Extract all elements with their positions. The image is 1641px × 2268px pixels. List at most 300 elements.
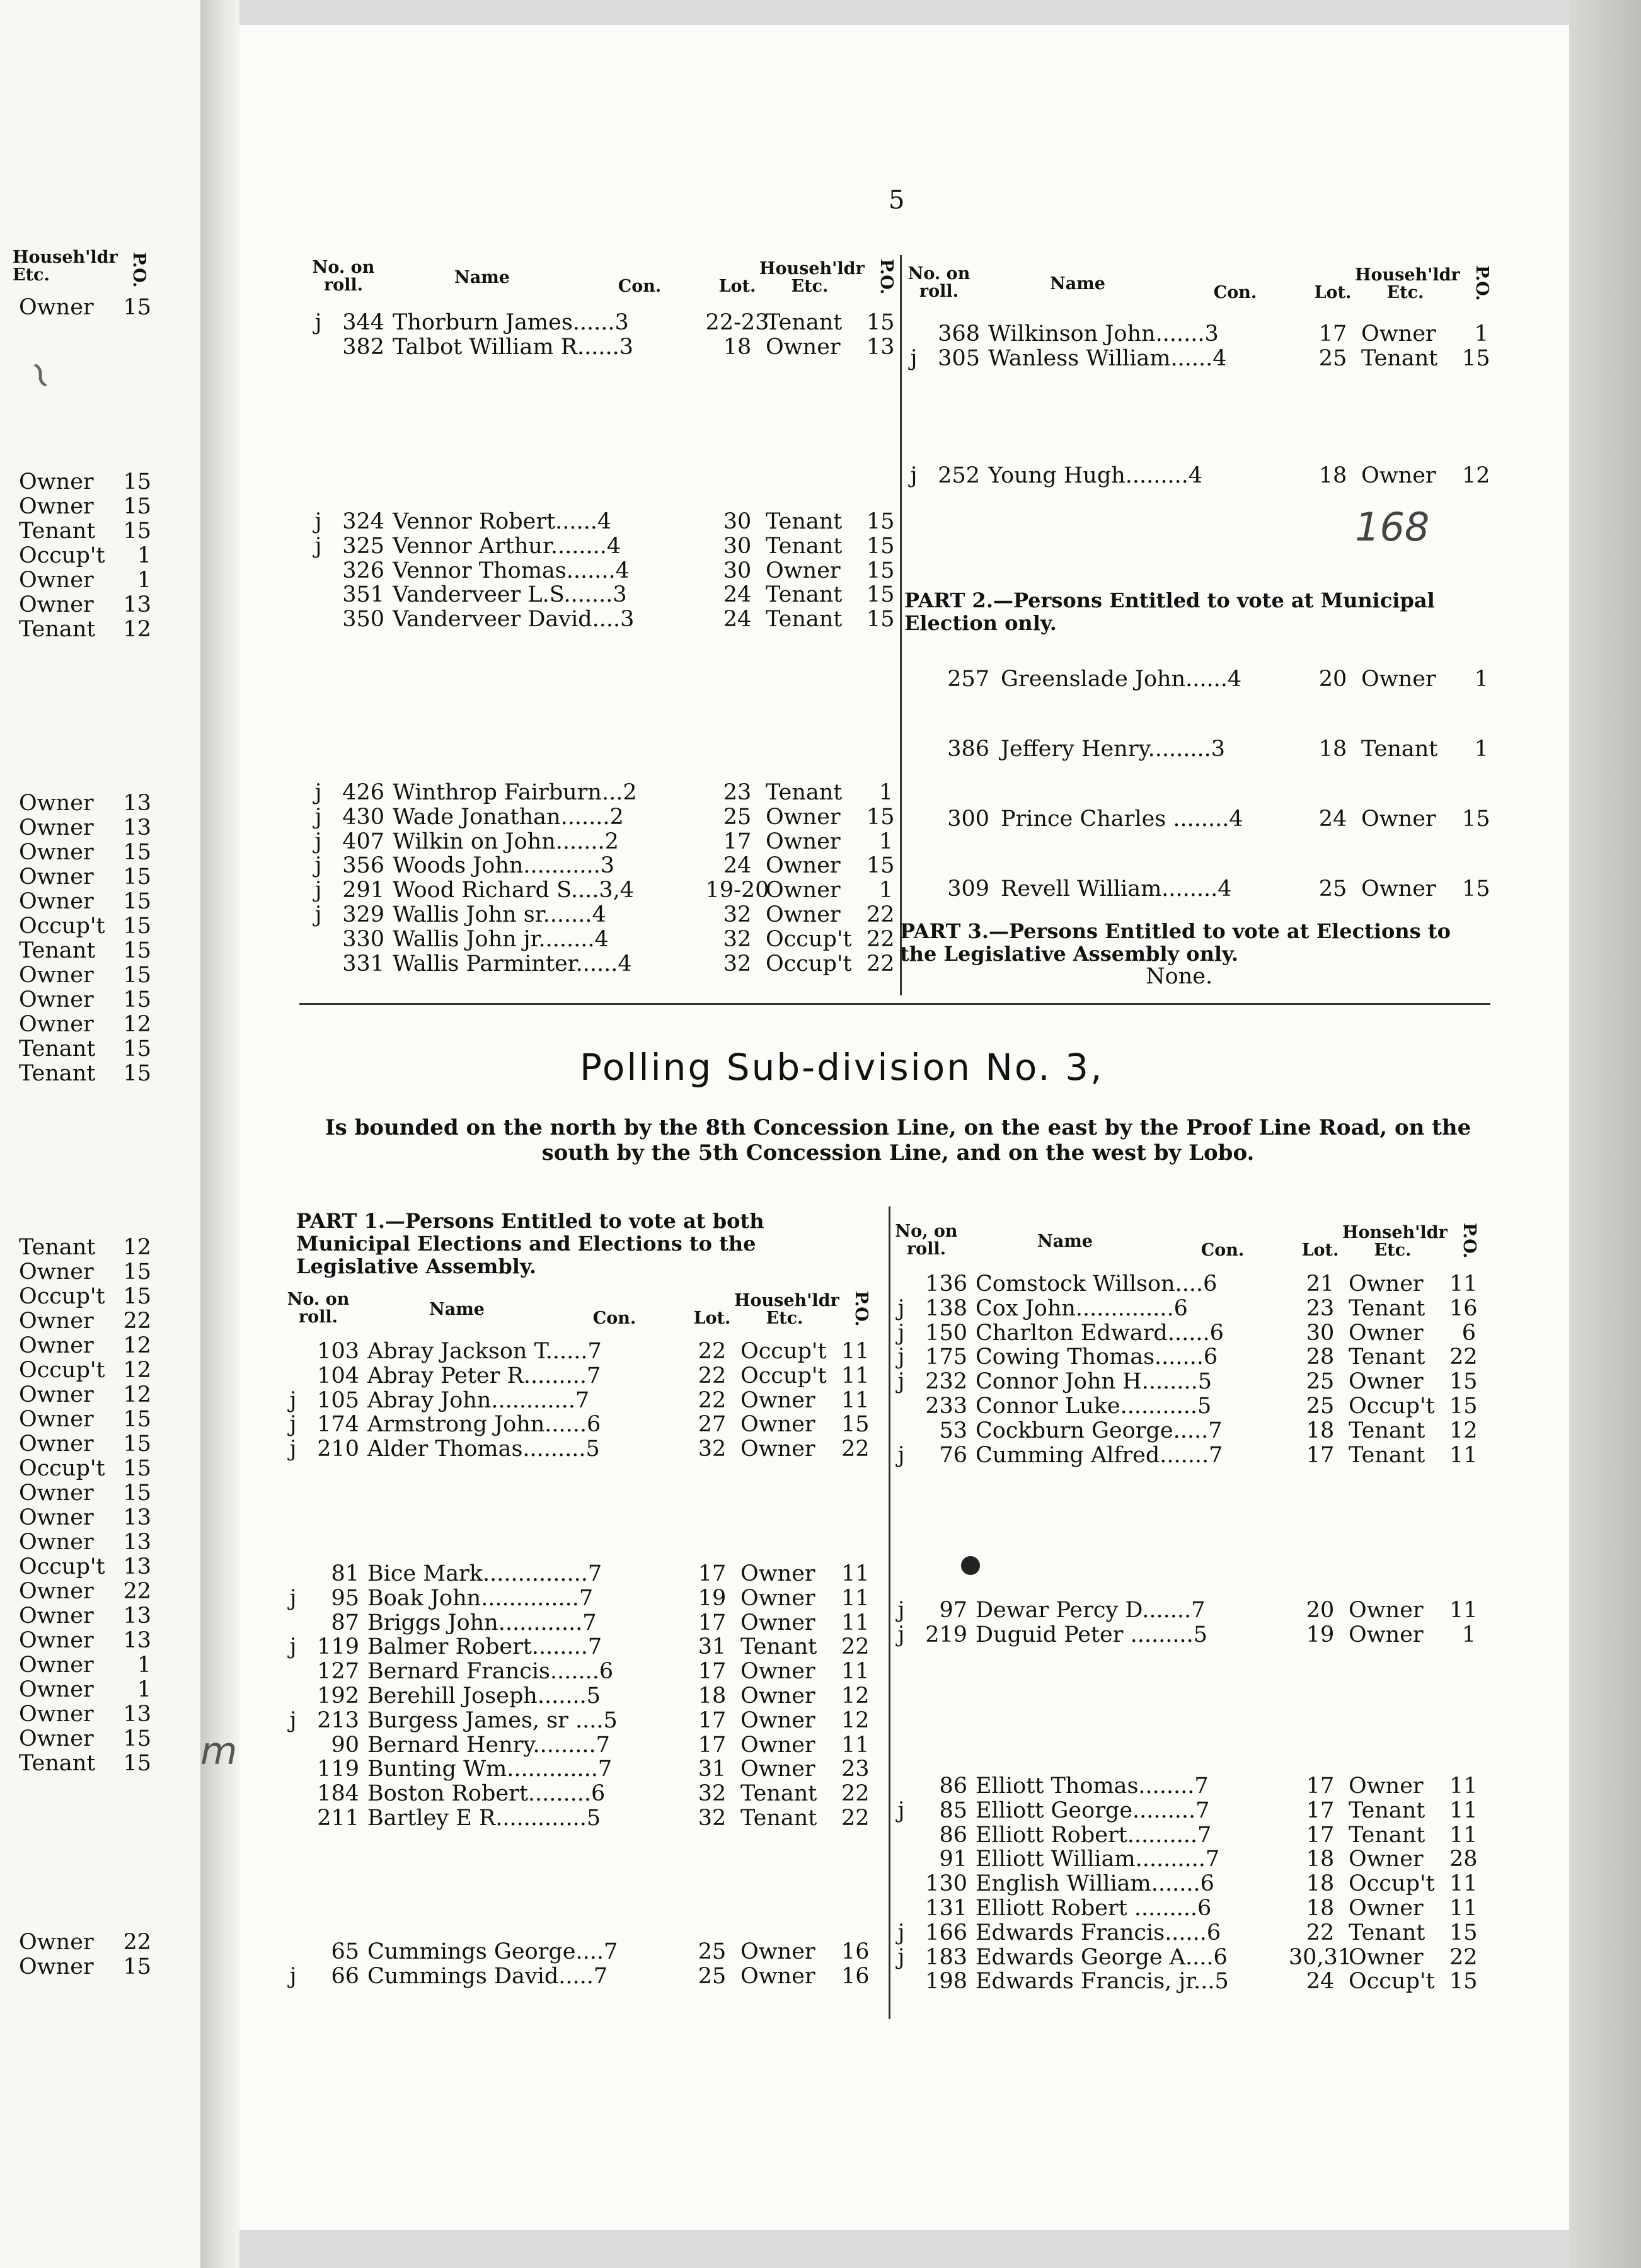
householder-status: Occup't [1349, 1393, 1435, 1419]
voter-row [312, 582, 895, 608]
roll-number: 198 [925, 1969, 967, 1995]
householder-status: Occup't [19, 1554, 105, 1579]
juror-mark: j [289, 1963, 297, 1989]
householder-status: Owner [19, 1930, 94, 1955]
voter-name: Cumming Alfred.......7 [976, 1442, 1223, 1468]
householder-status: Owner [740, 1939, 815, 1964]
householder-status: Tenant [1349, 1344, 1425, 1370]
voter-name: Vennor Arthur........4 [393, 533, 621, 559]
header-name: Name [1037, 1232, 1093, 1251]
header-householder: Househ'ldr Etc. [734, 1291, 839, 1328]
voter-name: Cowing Thomas.......6 [976, 1344, 1218, 1370]
left-strip-row [19, 1407, 151, 1432]
voter-name: Elliott Robert..........7 [976, 1822, 1212, 1848]
householder-status: Owner [19, 815, 94, 840]
voter-row [287, 1939, 870, 1964]
left-strip-row [19, 543, 151, 568]
voter-row [287, 1756, 870, 1782]
juror-mark: j [289, 1412, 297, 1438]
post-office: 22 [841, 1436, 870, 1462]
left-strip-row [19, 1628, 151, 1653]
householder-status: Tenant [1349, 1822, 1425, 1848]
left-strip-row [19, 1726, 151, 1751]
householder-status: Owner [19, 791, 94, 816]
post-office: 22 [1449, 1344, 1478, 1370]
voter-row [287, 1732, 870, 1758]
roll-number: 127 [317, 1659, 359, 1685]
lot-number: 30 [723, 509, 752, 534]
voter-row [895, 1271, 1478, 1297]
voter-name: Connor Luke...........5 [976, 1393, 1212, 1419]
voter-row [287, 1561, 870, 1586]
householder-status: Owner [19, 568, 94, 593]
lot-number: 19-20 [705, 878, 769, 903]
post-office: 12 [123, 1358, 151, 1383]
post-office: 15 [867, 558, 895, 583]
voter-row [287, 1585, 870, 1611]
voter-name: Wood Richard S....3,4 [393, 878, 634, 903]
roll-number: 305 [938, 345, 980, 371]
post-office: 15 [123, 1954, 151, 1979]
roll-number: 291 [342, 878, 384, 903]
post-office: 15 [1462, 806, 1490, 832]
lot-number: 25 [698, 1939, 727, 1964]
book-gutter [200, 0, 239, 2268]
post-office: 1 [878, 780, 893, 805]
voter-name: Abray John............7 [367, 1387, 590, 1413]
juror-mark: j [897, 1797, 905, 1823]
householder-status: Owner [19, 494, 94, 519]
roll-number: 138 [925, 1295, 967, 1321]
voter-row [907, 736, 1488, 806]
post-office: 11 [841, 1585, 870, 1611]
voter-name: Winthrop Fairburn...2 [393, 780, 637, 805]
column-header [907, 261, 1492, 316]
post-office: 15 [123, 469, 151, 495]
householder-status: Tenant [766, 509, 843, 534]
header-con: Con. [1201, 1240, 1245, 1260]
roll-number: 300 [947, 806, 989, 832]
voter-name: Bernard Francis.......6 [367, 1659, 614, 1685]
lot-number: 18 [1306, 1847, 1335, 1872]
householder-status: Owner [1349, 1847, 1424, 1872]
roll-number: 104 [317, 1363, 359, 1389]
post-office: 1 [137, 543, 151, 568]
roll-number: 65 [331, 1939, 359, 1964]
lot-number: 18 [1306, 1418, 1335, 1443]
householder-status: Owner [1349, 1944, 1424, 1970]
left-strip-row [19, 592, 151, 617]
householder-status: Owner [19, 1726, 94, 1751]
roll-number: 326 [342, 558, 384, 583]
column-header-top-right [907, 261, 1492, 316]
voter-name: Revell William........4 [1001, 876, 1232, 902]
householder-status: Owner [19, 1480, 94, 1506]
voters-a-list [287, 1339, 870, 1462]
roll-number: 105 [317, 1387, 359, 1413]
voters-d-list [895, 1598, 1478, 1647]
roll-number: 252 [938, 463, 980, 488]
left-strip-row [19, 1061, 151, 1086]
voter-row [895, 1442, 1478, 1468]
householder-status: Owner [19, 840, 94, 865]
post-office: 15 [123, 494, 151, 519]
lot-number: 17 [723, 828, 752, 854]
voter-name: Wanless William......4 [988, 345, 1227, 371]
post-office: 22 [123, 1579, 151, 1604]
header-lot: Lot. [718, 277, 756, 296]
voter-row [895, 1822, 1478, 1848]
left-strip-row [19, 1505, 151, 1530]
post-office: 12 [123, 617, 151, 642]
voter-name: Greenslade John......4 [1001, 667, 1242, 692]
householder-status: Owner [740, 1585, 815, 1611]
roll-number: 350 [342, 607, 384, 633]
post-office: 12 [1449, 1418, 1478, 1443]
roll-number: 130 [925, 1871, 967, 1897]
householder-status: Owner [766, 878, 841, 903]
householder-status: Owner [1349, 1320, 1424, 1346]
post-office: 6 [1461, 1320, 1476, 1346]
post-office: 11 [841, 1339, 870, 1364]
post-office: 16 [1449, 1295, 1478, 1321]
householder-status: Owner [1349, 1895, 1424, 1921]
householder-status: Owner [1361, 321, 1436, 346]
left-strip-row [19, 568, 151, 593]
post-office: 13 [123, 815, 151, 840]
post-office: 15 [1449, 1369, 1478, 1395]
post-office: 22 [867, 951, 895, 976]
post-office: 15 [1462, 876, 1490, 902]
householder-status: Occup't [19, 1284, 105, 1309]
roll-number: 219 [925, 1622, 967, 1647]
householder-status: Tenant [19, 1061, 96, 1086]
householder-status: Tenant [766, 310, 843, 335]
voter-name: Wallis Parminter......4 [393, 951, 632, 976]
juror-mark: j [897, 1295, 905, 1321]
voter-name: Comstock Willson....6 [976, 1271, 1218, 1297]
juror-mark: j [289, 1707, 297, 1733]
householder-status: Owner [766, 828, 841, 854]
roll-number: 103 [317, 1339, 359, 1364]
lot-number: 17 [698, 1610, 727, 1635]
post-office: 12 [841, 1707, 870, 1733]
post-office: 11 [1449, 1773, 1478, 1799]
roll-number: 183 [925, 1944, 967, 1970]
voter-name: Bice Mark...............7 [367, 1561, 602, 1586]
voter-row [907, 321, 1488, 346]
voter-name: Edwards Francis......6 [976, 1920, 1221, 1945]
left-strip-row [19, 840, 151, 865]
voter-row [895, 1393, 1478, 1419]
post-office: 13 [123, 1554, 151, 1579]
householder-status: Owner [19, 592, 94, 617]
lot-number: 23 [1306, 1295, 1335, 1321]
post-office: 15 [123, 864, 151, 890]
post-office: 22 [841, 1781, 870, 1807]
lot-number: 30 [723, 533, 752, 559]
voter-row [287, 1363, 870, 1389]
voter-name: Talbot William R......3 [393, 334, 634, 360]
post-office: 16 [841, 1939, 870, 1964]
voter-name: Edwards Francis, jr...5 [976, 1969, 1229, 1995]
header-householder: Househ'ldr Etc. [1355, 265, 1460, 302]
roll-number: 324 [342, 509, 384, 534]
roll-number: 86 [939, 1773, 967, 1799]
householder-status: Owner [740, 1412, 815, 1438]
householder-status: Owner [19, 1382, 94, 1407]
post-office: 22 [123, 1930, 151, 1955]
voter-row [287, 1707, 870, 1733]
roll-number: 81 [331, 1561, 359, 1586]
post-office: 16 [841, 1963, 870, 1989]
roll-number: 407 [342, 828, 384, 854]
juror-mark: j [897, 1344, 905, 1370]
post-office: 22 [123, 1309, 151, 1334]
householder-status: Owner [19, 1259, 94, 1285]
householder-status: Tenant [19, 1036, 96, 1062]
voter-row [287, 1610, 870, 1635]
header-con: Con. [618, 277, 662, 296]
lot-number: 19 [1306, 1622, 1335, 1647]
householder-status: Owner [740, 1707, 815, 1733]
householder-status: Occup't [19, 1358, 105, 1383]
left-strip-row [19, 1309, 151, 1334]
voter-name: Vennor Robert......4 [393, 509, 612, 534]
roll-number: 213 [317, 1707, 359, 1733]
voter-row [312, 902, 895, 927]
householder-status: Owner [19, 1012, 94, 1037]
householder-status: Owner [766, 804, 841, 830]
column-header-lower-right [895, 1219, 1479, 1273]
post-office: 13 [123, 1505, 151, 1530]
left-strip-row [19, 1751, 151, 1776]
left-strip-row [19, 1358, 151, 1383]
roll-number: 382 [342, 334, 384, 360]
voter-name: Cockburn George.....7 [976, 1418, 1223, 1443]
header-po: P.O. [1460, 1223, 1479, 1259]
householder-status: Tenant [19, 617, 96, 642]
header-roll: No. on roll. [287, 1290, 350, 1327]
householder-status: Owner [19, 1628, 94, 1653]
post-office: 15 [123, 1036, 151, 1062]
householder-status: Tenant [1349, 1920, 1425, 1945]
left-strip-row [19, 1702, 151, 1727]
left-strip-row [19, 914, 151, 939]
left-strip-row [19, 889, 151, 914]
roll-number: 150 [925, 1320, 967, 1346]
roll-number: 257 [947, 667, 989, 692]
left-strip-row [19, 469, 151, 495]
householder-status: Owner [740, 1732, 815, 1758]
voter-name: Boak John..............7 [367, 1585, 594, 1611]
householder-status: Owner [1349, 1271, 1424, 1297]
part3-none: None. [1146, 964, 1213, 989]
voter-name: Thorburn James......3 [393, 310, 629, 335]
juror-mark: j [910, 463, 918, 488]
householder-status: Occup't [19, 1456, 105, 1481]
post-office: 15 [867, 607, 895, 633]
left-strip-row [19, 1036, 151, 1062]
lot-number: 17 [1306, 1773, 1335, 1799]
post-office: 1 [137, 568, 151, 593]
post-office: 11 [841, 1561, 870, 1586]
post-office: 15 [867, 804, 895, 830]
post-office: 15 [867, 853, 895, 879]
lot-number: 22 [698, 1363, 727, 1389]
roll-number: 97 [939, 1598, 967, 1623]
left-strip-row [19, 963, 151, 988]
lot-number: 24 [723, 607, 752, 633]
voter-row [312, 509, 895, 534]
voter-name: Armstrong John......6 [367, 1412, 601, 1438]
juror-mark: j [314, 310, 322, 335]
voter-row [895, 1944, 1478, 1970]
ink-blot [961, 1556, 980, 1575]
column-header [312, 255, 896, 309]
householder-status: Owner [19, 1333, 94, 1358]
voter-name: Abray Jackson T......7 [367, 1339, 602, 1364]
juror-mark: j [314, 804, 322, 830]
post-office: 13 [123, 1603, 151, 1629]
left-strip-row [19, 1480, 151, 1506]
left-strip-row [19, 1530, 151, 1555]
voter-row [895, 1320, 1475, 1345]
roll-number: 66 [331, 1963, 359, 1989]
column-header-top-left [312, 255, 896, 309]
post-office: 12 [123, 1382, 151, 1407]
voters-top-right [907, 321, 1490, 371]
roll-number: 174 [317, 1412, 359, 1438]
householder-status: Owner [19, 1702, 94, 1727]
householder-status: Owner [1349, 1622, 1424, 1647]
part2-list [907, 667, 1490, 946]
voters-cummings-list [287, 1939, 870, 1989]
lot-number: 24 [723, 853, 752, 879]
header-roll: No, on roll. [895, 1222, 958, 1259]
lot-number: 17 [1306, 1822, 1335, 1848]
post-office: 11 [841, 1610, 870, 1635]
header-con: Con. [1213, 283, 1257, 302]
lot-number: 25 [723, 804, 752, 830]
post-office: 22 [867, 902, 895, 927]
householder-status: Owner [19, 963, 94, 988]
left-strip-row [19, 1954, 151, 1979]
voters-b-list [287, 1561, 870, 1831]
lot-number: 32 [698, 1436, 727, 1462]
juror-mark: j [289, 1387, 297, 1413]
voter-name: Cummings George....7 [367, 1939, 618, 1964]
juror-mark: j [897, 1920, 905, 1945]
voter-name: Vanderveer David....3 [393, 607, 635, 633]
householder-status: Owner [1349, 1773, 1424, 1799]
voter-name: Wilkinson John.......3 [988, 321, 1219, 346]
roll-number: 329 [342, 902, 384, 927]
left-strip-row [19, 518, 151, 544]
handwritten-note: 168 [1355, 504, 1430, 550]
householder-status: Owner [740, 1610, 815, 1635]
voter-name: Briggs John............7 [367, 1610, 597, 1635]
post-office: 15 [1449, 1969, 1478, 1995]
lot-number: 31 [698, 1756, 727, 1782]
voter-name: Burgess James, sr ....5 [367, 1707, 618, 1733]
post-office: 1 [1474, 321, 1488, 346]
post-office: 15 [123, 889, 151, 914]
voter-row [287, 1805, 870, 1831]
juror-mark: j [289, 1634, 297, 1660]
post-office: 15 [123, 518, 151, 544]
juror-mark: j [314, 780, 322, 805]
voter-row [895, 1344, 1478, 1370]
voter-row [287, 1634, 870, 1660]
voter-name: Young Hugh.........4 [988, 463, 1203, 488]
roll-number: 86 [939, 1822, 967, 1848]
householder-status: Owner [19, 1505, 94, 1530]
voter-row [287, 1339, 870, 1364]
householder-status: Tenant [19, 1751, 96, 1776]
householder-status: Owner [740, 1659, 815, 1685]
voters-e-list [895, 1773, 1478, 1995]
lot-number: 31 [698, 1634, 727, 1660]
roll-number: 119 [317, 1634, 359, 1660]
left-strip-row [19, 494, 151, 519]
left-strip-row [19, 1603, 151, 1629]
voter-row [312, 334, 895, 360]
householder-status: Owner [766, 558, 841, 583]
post-office: 15 [123, 1259, 151, 1285]
householder-status: Tenant [19, 1235, 96, 1260]
part1-heading: PART 1.—Persons Entitled to vote at both Municipal Elections and Elections to the Legislative Assembly. [296, 1209, 764, 1278]
header-name: Name [1050, 274, 1105, 294]
post-office: 15 [123, 1431, 151, 1457]
voter-row [312, 804, 895, 830]
voter-name: Balmer Robert........7 [367, 1634, 602, 1660]
juror-mark: j [314, 509, 322, 534]
left-strip-row [19, 987, 151, 1012]
left-strip-row [19, 1554, 151, 1579]
lot-number: 27 [698, 1412, 727, 1438]
voter-name: Prince Charles ........4 [1001, 806, 1243, 832]
header-po: P.O. [1472, 265, 1492, 301]
voter-row [907, 463, 1490, 488]
previous-page-strip [0, 0, 200, 2268]
roll-number: 325 [342, 533, 384, 559]
householder-status: Tenant [1361, 736, 1438, 762]
post-office: 1 [1474, 667, 1488, 692]
voter-name: Charlton Edward......6 [976, 1320, 1224, 1346]
juror-mark: j [289, 1436, 297, 1462]
lot-number: 25 [698, 1963, 727, 1989]
lot-number: 24 [1318, 806, 1347, 832]
lot-number: 25 [1318, 876, 1347, 902]
post-office: 11 [841, 1363, 870, 1389]
voter-row [312, 926, 895, 952]
juror-mark: j [897, 1944, 905, 1970]
column-header-lower-left [287, 1287, 871, 1341]
voters-w-list [312, 780, 895, 976]
left-strip-row [19, 1930, 151, 1955]
voter-row [287, 1436, 870, 1462]
voter-row [312, 558, 895, 583]
part3-heading: PART 3.—Persons Entitled to vote at Elections to the Legislative Assembly only. [900, 919, 1451, 966]
post-office: 15 [123, 840, 151, 865]
householder-status: Owner [766, 334, 841, 360]
roll-number: 356 [342, 853, 384, 879]
householder-status: Owner [19, 1530, 94, 1555]
left-strip-row [19, 1235, 151, 1260]
lot-number: 17 [698, 1561, 727, 1586]
post-office: 15 [123, 295, 151, 320]
